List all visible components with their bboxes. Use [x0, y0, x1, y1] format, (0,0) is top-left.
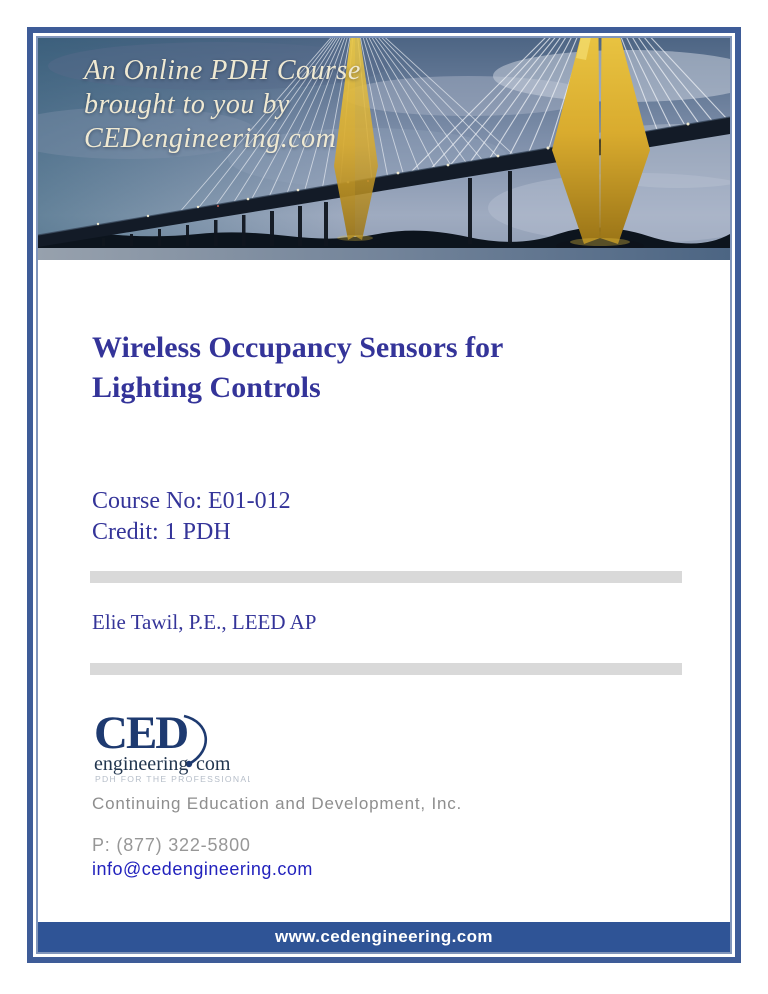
- logo-tagline: PDH FOR THE PROFESSIONAL: [95, 774, 250, 784]
- footer-website-link[interactable]: www.cedengineering.com: [275, 927, 493, 946]
- bridge-hero-image: [38, 38, 730, 260]
- author-name: Elie Tawil, P.E., LEED AP: [92, 610, 317, 634]
- cover-content: [38, 260, 730, 922]
- divider-bar-bottom: [90, 663, 682, 675]
- company-name: Continuing Education and Development, Inc.: [92, 794, 463, 813]
- course-title-line2: Lighting Controls: [92, 371, 321, 404]
- hero-caption-line1: An Online PDH Course: [84, 55, 361, 86]
- hero-caption-line2: brought to you by: [84, 89, 290, 120]
- ced-logo: [94, 708, 250, 784]
- company-phone: P: (877) 322-5800: [92, 835, 251, 855]
- course-title-line1: Wireless Occupancy Sensors for: [92, 331, 504, 364]
- course-number: Course No: E01-012: [92, 488, 291, 514]
- logo-tld-text: com: [196, 753, 231, 775]
- course-title: [92, 328, 652, 408]
- logo-acronym: CED: [94, 708, 188, 759]
- course-info: [92, 486, 291, 548]
- water: [38, 248, 730, 260]
- inner-border-frame: [36, 36, 732, 954]
- logo-engineering-text: engineering: [94, 753, 189, 775]
- hero-caption: [84, 54, 361, 156]
- company-email-link[interactable]: info@cedengineering.com: [92, 859, 313, 879]
- hero-caption-line3: CEDengineering.com: [84, 123, 337, 154]
- page-border-frame: [27, 27, 741, 963]
- footer-bar: [38, 922, 730, 952]
- ced-logo-graphic: [94, 708, 250, 784]
- divider-bar-top: [90, 571, 682, 583]
- course-credit: Credit: 1 PDH: [92, 519, 231, 545]
